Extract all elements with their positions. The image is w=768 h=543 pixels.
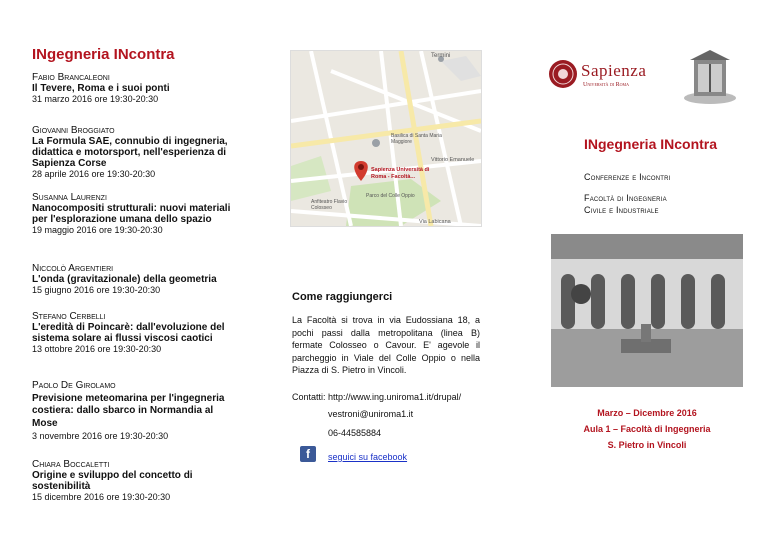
talk-title: L'onda (gravitazionale) della geometria: [32, 274, 217, 285]
talk-speaker: Giovanni Broggiato: [32, 125, 115, 136]
talk-date: 13 ottobre 2016 ore 19:30-20:30: [32, 344, 162, 354]
contact-url[interactable]: Contatti: http://www.ing.uniroma1.it/drupal/: [292, 392, 462, 402]
talk-date: 28 aprile 2016 ore 19:30-20:30: [32, 169, 156, 179]
talk-item: [32, 192, 237, 236]
talk-title: Nanocompositi strutturali: nuovi materiali per l'esplorazione umana dello spazio: [32, 203, 231, 225]
contact-phone: 06-44585884: [328, 428, 382, 438]
event-period: Marzo – Dicembre 2016: [597, 408, 697, 418]
talk-title: L'eredità di Poincarè: dall'evoluzione del sistema solare ai flussi viscosi caotici: [32, 322, 225, 344]
map-label-sapienza: Sapienza Università di Roma - Facoltà...: [371, 167, 430, 180]
talk-date: 31 marzo 2016 ore 19:30-20:30: [32, 94, 159, 104]
talk-item: [32, 311, 237, 355]
subtitle-civile: Civile e Industriale: [584, 205, 659, 215]
talk-title: Previsione meteomarina per l'ingegneria costiera: dallo sbarco in Normandia al Mose: [32, 392, 225, 429]
left-title: INgegneria INcontra: [32, 46, 175, 63]
subtitle-facolta: Facoltà di Ingegneria: [584, 193, 667, 203]
event-room: Aula 1 – Facoltà di Ingegneria: [583, 424, 711, 434]
talk-speaker: Chiara Boccaletti: [32, 459, 110, 470]
facebook-icon[interactable]: f: [300, 446, 316, 462]
talk-item: [32, 380, 237, 443]
talk-date: 15 dicembre 2016 ore 19:30-20:30: [32, 492, 171, 502]
right-title: INgegneria INcontra: [584, 136, 718, 152]
talk-item: [32, 72, 237, 105]
talk-speaker: Niccolò Argentieri: [32, 263, 114, 274]
map-label-via-labicana: Via Labicana: [419, 219, 451, 225]
talk-date: 19 maggio 2016 ore 19:30-20:30: [32, 225, 163, 235]
map-label-colosseo: Anfiteatro Flavio Colosseo: [311, 199, 348, 211]
location-map[interactable]: [290, 50, 482, 227]
sapienza-seal-icon: [548, 58, 578, 90]
map-label-vittorio: Vittorio Emanuele: [431, 157, 475, 163]
talk-title: Origine e sviluppo del concetto di sostenibilità: [32, 470, 193, 492]
talk-title: La Formula SAE, connubio di ingegneria, didattica e motorsport, nell'esperienza di Sapienza Corse: [32, 136, 228, 169]
talk-item: [32, 459, 237, 503]
how-to-reach-title: Come raggiungerci: [292, 291, 393, 303]
talk-speaker: Paolo De Girolamo: [32, 380, 116, 391]
map-label-parco: Parco del Colle Oppio: [366, 193, 415, 199]
how-to-reach-text: La Facoltà si trova in via Eudossiana 18, a pochi passi dalla metropolitana (linea B) fermate Colosseo o Cavour. E' agevole il parcheggio in Viale del Colle Oppio o nella Piazza di S. Pietro in Vincoli.: [292, 315, 480, 375]
talk-date: 3 novembre 2016 ore 19:30-20:30: [32, 431, 169, 441]
talk-item: [32, 263, 237, 296]
sapienza-logo-text: Sapienza: [581, 61, 647, 80]
talk-speaker: Stefano Cerbelli: [32, 311, 106, 322]
talk-title: Il Tevere, Roma e i suoi ponti: [32, 83, 170, 94]
event-place: S. Pietro in Vincoli: [607, 440, 687, 450]
talk-speaker: Fabio Brancaleoni: [32, 72, 110, 83]
cloister-photo: [551, 234, 743, 387]
subtitle-conferenze: Conferenze e Incontri: [584, 172, 671, 182]
talk-speaker: Susanna Laurenzi: [32, 192, 107, 203]
contact-email[interactable]: vestroni@uniroma1.it: [328, 409, 414, 419]
talk-date: 15 giugno 2016 ore 19:30-20:30: [32, 285, 161, 295]
engineering-logo-icon: [680, 48, 740, 106]
map-label-termini: Termini: [431, 53, 451, 59]
talk-item: [32, 125, 237, 180]
facebook-link[interactable]: seguici su facebook: [328, 452, 408, 462]
map-label-basilica: Basilica di Santa Maria Maggiore: [391, 133, 442, 145]
sapienza-logo-subtitle: Università di Roma: [583, 82, 629, 88]
